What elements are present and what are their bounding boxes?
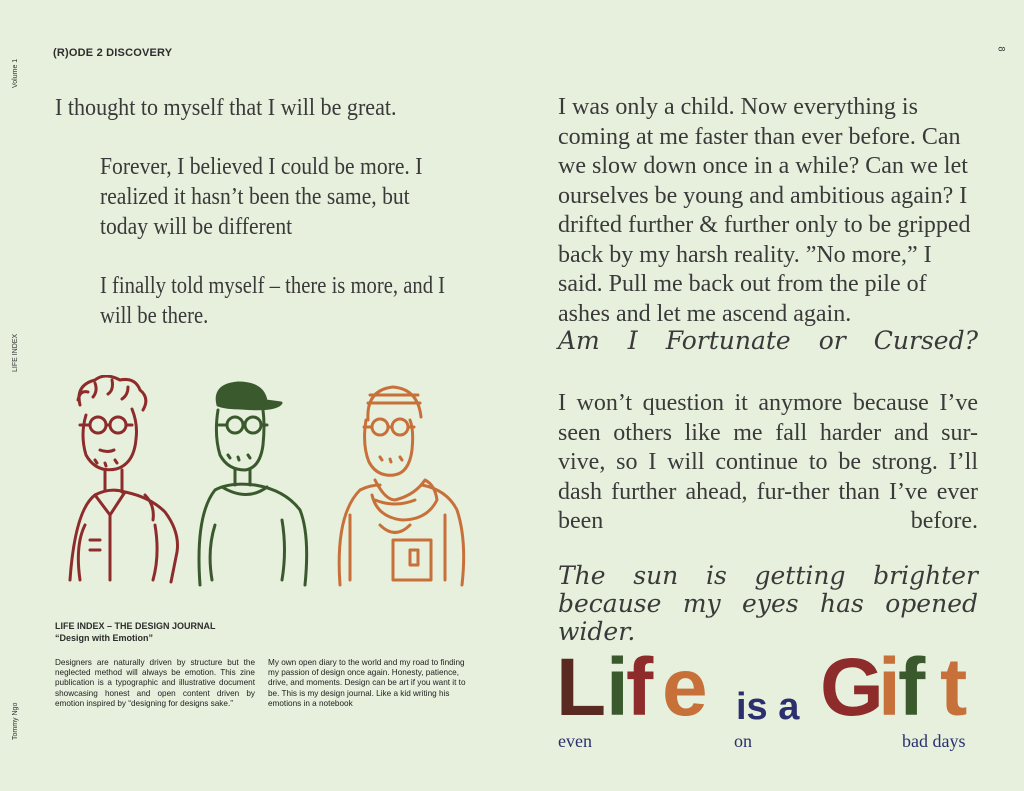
orange-character-drawing (339, 387, 464, 585)
right-paragraph-2: I won’t question it anymore because I’ve seen others like me fall harder and sur-vive, so I will continue to be strong. I’ll dash further ahead, fur-ther than I’ve ever been before. (558, 390, 978, 534)
author-label: Tommy Ngo (12, 702, 19, 740)
gift-letter-i2: i (878, 642, 901, 733)
right-paragraph-1: I was only a child. Now everything is coming at me faster than ever before. Can we slow down once in a while? Can we let ourselves be young and ambitious again? I drifted further & further only to be gripped back by my harsh reality. ”No more,” I said. Pull me back out from the pile of ashes and let me ascend again. (558, 94, 971, 327)
gift-letter-e: e (662, 642, 708, 733)
gift-even: even (558, 731, 592, 751)
gift-letter-f2: f (898, 642, 926, 733)
gift-letter-L: L (556, 642, 607, 733)
header-title: (R)ODE 2 DISCOVERY (53, 47, 173, 59)
left-paragraph-3: I finally told myself – there is more, and I will be there. (100, 273, 446, 329)
page-number: 8 (996, 46, 1007, 52)
volume-label: Volume 1 (12, 58, 19, 88)
journal-column-1: Designers are naturally driven by structure but the neglected method will always be emotion. This zine publication is a typographic and illustrative document showcasing honest and open content driven by emotion inspired by “designing for designs sake.” (55, 658, 255, 708)
gift-letter-i: i (606, 642, 629, 733)
script-closing: The sun is getting brighter because my eyes has opened wider. (558, 561, 978, 646)
left-line-1: I thought to myself that I will be great. (55, 95, 397, 121)
script-word: Fortunate (665, 326, 791, 355)
journal-title: LIFE INDEX – THE DESIGN JOURNAL (55, 621, 216, 631)
script-word: Cursed? (873, 326, 978, 355)
journal-subtitle: “Design with Emotion” (55, 633, 153, 643)
script-word: I (627, 326, 638, 355)
journal-column-2: My own open diary to the world and my road to finding my passion of design once again. Honesty, patience, drive, and moments. Design can be art if you want it to be. This is my design journal. Like a kid writing his emotions in a notebook (268, 658, 466, 708)
left-paragraph-2: Forever, I believed I could be more. I realized it hasn’t been the same, but today will be different (100, 154, 423, 240)
three-characters-illustration (50, 375, 470, 590)
gift-letter-f: f (626, 642, 654, 733)
gift-letter-G: G (820, 642, 884, 733)
script-question (558, 326, 978, 355)
red-character-drawing (70, 376, 178, 582)
script-word: or (818, 326, 846, 355)
gift-is-a: is a (736, 686, 800, 728)
green-character-drawing (199, 383, 307, 585)
gift-letter-t: t (940, 642, 968, 733)
gift-on: on (734, 731, 752, 751)
life-is-a-gift-logo (556, 642, 980, 755)
gift-bad-days: bad days (902, 731, 966, 751)
script-word: Am (558, 326, 600, 355)
index-label: LIFE INDEX (12, 333, 19, 372)
